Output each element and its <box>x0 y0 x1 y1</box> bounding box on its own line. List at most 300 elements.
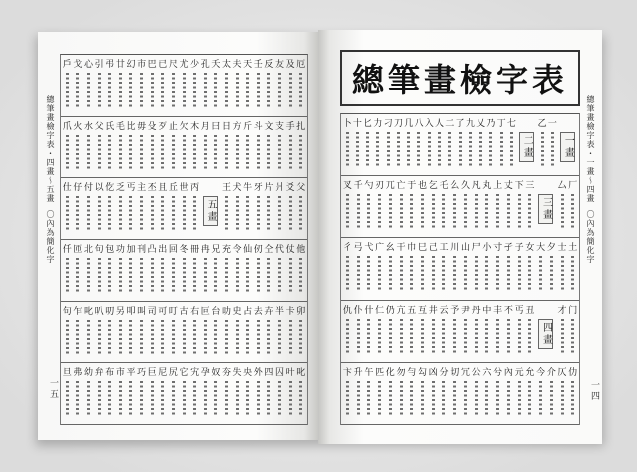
entry-character: 弓 <box>353 243 363 254</box>
page-reference-column <box>510 132 513 168</box>
page-reference-column <box>571 194 574 230</box>
index-entry <box>62 245 73 294</box>
entry-character: 父 <box>94 121 104 132</box>
entry-character: 央 <box>243 368 253 379</box>
character-index-grid <box>340 113 580 425</box>
index-row <box>341 363 579 425</box>
page-reference-column <box>193 381 196 417</box>
entry-character: 歹 <box>158 121 168 132</box>
entry-character: 巾 <box>407 243 417 254</box>
index-entry <box>136 122 147 171</box>
index-entry <box>179 307 190 356</box>
page-reference-column <box>108 196 111 232</box>
page-reference-column <box>172 320 175 356</box>
entry-character: 什 <box>364 305 374 316</box>
entry-character: 久 <box>460 181 470 192</box>
stroke-count-label: 二畫 <box>519 132 534 162</box>
page-reference-column <box>389 381 392 417</box>
index-entry <box>396 368 407 417</box>
page-reference-column <box>108 320 111 356</box>
entry-character: 分 <box>439 367 449 378</box>
page-reference-column <box>376 132 379 168</box>
index-entry <box>253 245 264 294</box>
entry-character: 兮 <box>493 367 503 378</box>
index-entry <box>417 181 428 230</box>
page-reference-column <box>442 194 445 230</box>
entry-character: 主 <box>137 183 147 194</box>
page-reference-column <box>98 320 101 356</box>
index-entry <box>353 368 364 417</box>
entry-character: 包 <box>105 245 115 256</box>
entry-character: 比 <box>126 121 136 132</box>
page-reference-column <box>367 319 370 355</box>
index-entry <box>439 181 450 230</box>
entry-character: 北 <box>84 245 94 256</box>
running-head: 總筆畫檢字表・一畫～四畫 <box>586 95 595 203</box>
index-entry <box>189 368 200 417</box>
page-reference-column <box>183 135 186 171</box>
page-reference-column <box>172 73 175 109</box>
page-reference-column <box>453 381 456 417</box>
page-reference-column <box>378 256 381 292</box>
index-entry <box>492 368 503 417</box>
index-entry <box>342 243 353 292</box>
index-entry <box>460 306 471 355</box>
page-reference-column <box>108 135 111 171</box>
entry-character: 人 <box>435 119 445 129</box>
entry-character: 方 <box>232 121 242 132</box>
index-entry <box>514 243 525 292</box>
index-entry <box>264 183 275 232</box>
entry-character: 爿 <box>274 183 284 194</box>
index-entry <box>242 183 253 232</box>
index-entry <box>179 122 190 171</box>
index-entry <box>168 245 179 294</box>
index-entry <box>83 368 94 417</box>
entry-character: 己 <box>428 243 438 254</box>
page-reference-column <box>183 196 186 232</box>
entry-character: 夫 <box>232 60 242 70</box>
entry-character: 乙 <box>537 119 547 129</box>
entry-character: 充 <box>221 245 231 256</box>
index-entry <box>189 60 200 109</box>
entry-character: 水 <box>84 121 94 132</box>
index-entry <box>557 181 568 230</box>
page-reference-column <box>550 381 553 417</box>
index-row <box>341 301 579 363</box>
page-reference-column <box>346 319 349 355</box>
index-entry <box>274 368 285 417</box>
entry-character: 中 <box>482 305 492 316</box>
index-entry <box>242 245 253 294</box>
entry-character: 幺 <box>385 243 395 254</box>
entry-character: 尤 <box>179 60 189 70</box>
index-row <box>341 238 579 300</box>
index-entry <box>455 119 465 168</box>
entry-character: 四 <box>264 368 274 379</box>
index-entry <box>424 119 434 168</box>
index-entry <box>126 368 137 417</box>
page-reference-column <box>225 135 228 171</box>
page-reference-column <box>267 381 270 417</box>
page-reference-column <box>161 73 164 109</box>
page-reference-column <box>346 132 349 168</box>
page-reference-column <box>267 73 270 109</box>
index-entry <box>83 307 94 356</box>
index-entry <box>83 245 94 294</box>
page-reference-column <box>214 73 217 109</box>
entry-character: 尸 <box>471 243 481 254</box>
index-entry <box>157 122 168 171</box>
index-entry <box>449 368 460 417</box>
index-entry <box>428 181 439 230</box>
index-entry <box>385 368 396 417</box>
index-entry <box>503 243 514 292</box>
index-entry <box>73 183 84 232</box>
index-entry <box>449 306 460 355</box>
entry-character: 勿 <box>396 367 406 378</box>
page-reference-column <box>489 132 492 168</box>
page-reference-column <box>87 73 90 109</box>
entry-character: 予 <box>450 305 460 316</box>
page-reference-column <box>389 194 392 230</box>
stroke-section <box>558 132 579 162</box>
page-reference-column <box>204 320 207 356</box>
page-reference-column <box>528 256 531 292</box>
page-reference-column <box>367 256 370 292</box>
entry-character: 尼 <box>158 368 168 379</box>
page-reference-column <box>183 73 186 109</box>
page-reference-column <box>518 256 521 292</box>
entry-character: 卡 <box>285 306 295 317</box>
entry-character: 止 <box>168 121 178 132</box>
entry-character: 木 <box>190 121 200 132</box>
index-entry <box>83 183 94 232</box>
page-reference-column <box>129 320 132 356</box>
page-reference-column <box>357 194 360 230</box>
entry-character: 千 <box>353 181 363 192</box>
index-entry <box>428 306 439 355</box>
index-entry <box>264 60 275 109</box>
entry-character: 七 <box>506 119 516 129</box>
page-reference-column <box>119 381 122 417</box>
index-entry <box>342 368 353 417</box>
entry-character: 天 <box>243 60 253 70</box>
entry-character: 可 <box>158 306 168 317</box>
page-reference-column <box>479 132 482 168</box>
entry-character: 另 <box>115 306 125 317</box>
entry-character: 二 <box>445 119 455 129</box>
index-entry <box>414 119 424 168</box>
entry-character: 五 <box>407 305 417 316</box>
page-reference-column <box>204 135 207 171</box>
stroke-count-label: 三畫 <box>538 194 553 224</box>
page-reference-column <box>225 258 228 294</box>
entry-character: 化 <box>385 367 395 378</box>
page-reference-column <box>161 381 164 417</box>
page-reference-column <box>267 320 270 356</box>
entry-character: 才 <box>557 305 567 316</box>
index-entry <box>94 307 105 356</box>
page-reference-column <box>389 256 392 292</box>
page-reference-column <box>76 73 79 109</box>
index-entry <box>285 368 296 417</box>
index-entry <box>147 122 158 171</box>
index-entry <box>211 60 222 109</box>
index-entry <box>567 306 578 355</box>
entry-character: 乃 <box>486 119 496 129</box>
entry-character: 孔 <box>200 60 210 70</box>
entry-character: 弋 <box>364 243 374 254</box>
index-entry <box>253 368 264 417</box>
entry-character: 囚 <box>274 368 284 379</box>
page-reference-column <box>267 196 270 232</box>
page-reference-column <box>225 196 228 232</box>
index-entry <box>242 122 253 171</box>
index-entry <box>83 122 94 171</box>
index-entry <box>449 181 460 230</box>
stroke-section <box>535 194 556 224</box>
page-reference-column <box>76 135 79 171</box>
entry-character: 冗 <box>460 367 470 378</box>
index-entry <box>295 307 306 356</box>
page-reference-column <box>246 258 249 294</box>
page-reference-column <box>561 381 564 417</box>
page-reference-column <box>161 258 164 294</box>
page-reference-column <box>161 320 164 356</box>
entry-character: 片 <box>264 183 274 194</box>
page-reference-column <box>528 194 531 230</box>
index-entry <box>396 243 407 292</box>
index-entry <box>524 243 535 292</box>
stroke-count-label: 五畫 <box>203 196 218 226</box>
entry-character: 市 <box>137 60 147 70</box>
index-entry <box>62 122 73 171</box>
index-entry <box>168 368 179 417</box>
page-reference-column <box>193 135 196 171</box>
entry-character: 斤 <box>243 121 253 132</box>
entry-character: 厄 <box>296 60 306 70</box>
page-reference-column <box>528 319 531 355</box>
index-entry <box>295 245 306 294</box>
index-entry <box>524 306 535 355</box>
entry-character: 平 <box>126 368 136 379</box>
entry-character: 引 <box>94 60 104 70</box>
index-entry <box>557 243 568 292</box>
index-entry <box>557 368 568 417</box>
entry-character: 戶 <box>62 60 72 70</box>
entry-character: 他 <box>296 245 306 256</box>
entry-character: 欠 <box>179 121 189 132</box>
page-reference-column <box>453 194 456 230</box>
page-reference-column <box>421 256 424 292</box>
entry-character: 小 <box>482 243 492 254</box>
index-entry <box>179 60 190 109</box>
page-reference-column <box>539 256 542 292</box>
entry-character: 令 <box>232 245 242 256</box>
page-reference-column <box>236 196 239 232</box>
page-reference-column <box>518 319 521 355</box>
right-page <box>318 30 602 444</box>
entry-character: 它 <box>179 368 189 379</box>
index-entry <box>460 243 471 292</box>
entry-character: 广 <box>375 243 385 254</box>
entry-character: 山 <box>460 243 470 254</box>
index-entry <box>274 122 285 171</box>
page-reference-column <box>410 319 413 355</box>
page-reference-column <box>417 132 420 168</box>
index-entry <box>471 243 482 292</box>
entry-character: 叱 <box>296 368 306 379</box>
page-reference-column <box>518 381 521 417</box>
page-reference-column <box>76 320 79 356</box>
page-reference-column <box>421 194 424 230</box>
page-reference-column <box>204 381 207 417</box>
entry-character: 心 <box>84 60 94 70</box>
page-reference-column <box>183 258 186 294</box>
page-reference-column <box>225 73 228 109</box>
page-reference-column <box>87 320 90 356</box>
index-entry <box>232 307 243 356</box>
entry-character: 刁 <box>383 119 393 129</box>
stroke-section <box>535 319 556 349</box>
entry-character: 幼 <box>84 368 94 379</box>
page-reference-column <box>507 194 510 230</box>
page-reference-column <box>550 256 553 292</box>
entry-character: 三 <box>525 181 535 192</box>
entry-character: 刀 <box>393 119 403 129</box>
entry-character: 古 <box>179 306 189 317</box>
page-reference-column <box>225 381 228 417</box>
entry-character: 力 <box>373 119 383 129</box>
entry-character: 旦 <box>62 368 72 379</box>
index-row <box>61 178 307 240</box>
page-reference-column <box>464 194 467 230</box>
index-entry <box>157 60 168 109</box>
index-entry <box>62 60 73 109</box>
page-reference-column <box>289 258 292 294</box>
page-reference-column <box>485 319 488 355</box>
index-entry <box>94 368 105 417</box>
entry-character: 失 <box>232 368 242 379</box>
index-entry <box>232 60 243 109</box>
page-reference-column <box>278 320 281 356</box>
page-reference-column <box>236 320 239 356</box>
index-entry <box>274 307 285 356</box>
index-row <box>341 176 579 238</box>
page-reference-column <box>518 194 521 230</box>
page-reference-column <box>410 256 413 292</box>
index-entry <box>428 243 439 292</box>
entry-character: 半 <box>274 306 284 317</box>
index-entry <box>94 122 105 171</box>
index-entry <box>242 60 253 109</box>
index-entry <box>374 181 385 230</box>
page-title: 總筆畫檢字表 <box>340 50 580 106</box>
page-reference-column <box>410 194 413 230</box>
entry-character: 切 <box>450 367 460 378</box>
index-entry <box>482 368 493 417</box>
page-reference-column <box>278 135 281 171</box>
page-reference-column <box>161 135 164 171</box>
index-entry <box>221 307 232 356</box>
index-entry <box>492 181 503 230</box>
index-entry <box>189 183 200 232</box>
entry-character: 么 <box>450 181 460 192</box>
page-reference-column <box>378 381 381 417</box>
page-reference-column <box>407 132 410 168</box>
index-row <box>61 302 307 364</box>
entry-character: 子 <box>514 243 524 254</box>
index-entry <box>242 307 253 356</box>
page-reference-column <box>278 196 281 232</box>
index-entry <box>285 245 296 294</box>
entry-character: 午 <box>364 367 374 378</box>
index-entry <box>126 122 137 171</box>
page-reference-column <box>66 320 69 356</box>
entry-character: 且 <box>158 183 168 194</box>
entry-character: 仝 <box>264 245 274 256</box>
page-reference-column <box>129 196 132 232</box>
entry-character: 手 <box>285 121 295 132</box>
page-reference-column <box>129 381 132 417</box>
entry-character: 士 <box>557 243 567 254</box>
index-entry <box>449 243 460 292</box>
page-reference-column <box>378 194 381 230</box>
page-reference-column <box>400 319 403 355</box>
page-reference-column <box>561 194 564 230</box>
page-reference-column <box>151 320 154 356</box>
index-entry <box>147 307 158 356</box>
entry-character: 川 <box>450 243 460 254</box>
index-entry <box>482 181 493 230</box>
index-entry <box>417 306 428 355</box>
index-entry <box>62 307 73 356</box>
entry-character: 凶 <box>428 367 438 378</box>
index-entry <box>136 307 147 356</box>
page-reference-column <box>151 381 154 417</box>
index-entry <box>417 243 428 292</box>
entry-character: 干 <box>396 243 406 254</box>
index-entry <box>104 122 115 171</box>
entry-character: 叫 <box>137 306 147 317</box>
entry-character: 叻 <box>221 306 231 317</box>
entry-character: 丙 <box>190 183 200 194</box>
index-entry <box>189 245 200 294</box>
entry-character: 叵 <box>200 306 210 317</box>
index-entry <box>557 306 568 355</box>
entry-character: 乂 <box>476 119 486 129</box>
page-reference-column <box>289 73 292 109</box>
index-entry <box>104 368 115 417</box>
entry-character: 乍 <box>73 306 83 317</box>
entry-character: 毋 <box>137 121 147 132</box>
page-reference-column <box>442 381 445 417</box>
entry-character: 刃 <box>375 181 385 192</box>
entry-character: 仟 <box>62 245 72 256</box>
page-reference-column <box>507 381 510 417</box>
index-entry <box>264 368 275 417</box>
index-entry <box>232 122 243 171</box>
entry-character: 九 <box>465 119 475 129</box>
index-entry <box>393 119 403 168</box>
index-entry <box>179 183 190 232</box>
index-entry <box>200 307 211 356</box>
index-entry <box>168 60 179 109</box>
entry-character: 云 <box>439 305 449 316</box>
index-entry <box>434 119 444 168</box>
page-reference-column <box>410 381 413 417</box>
